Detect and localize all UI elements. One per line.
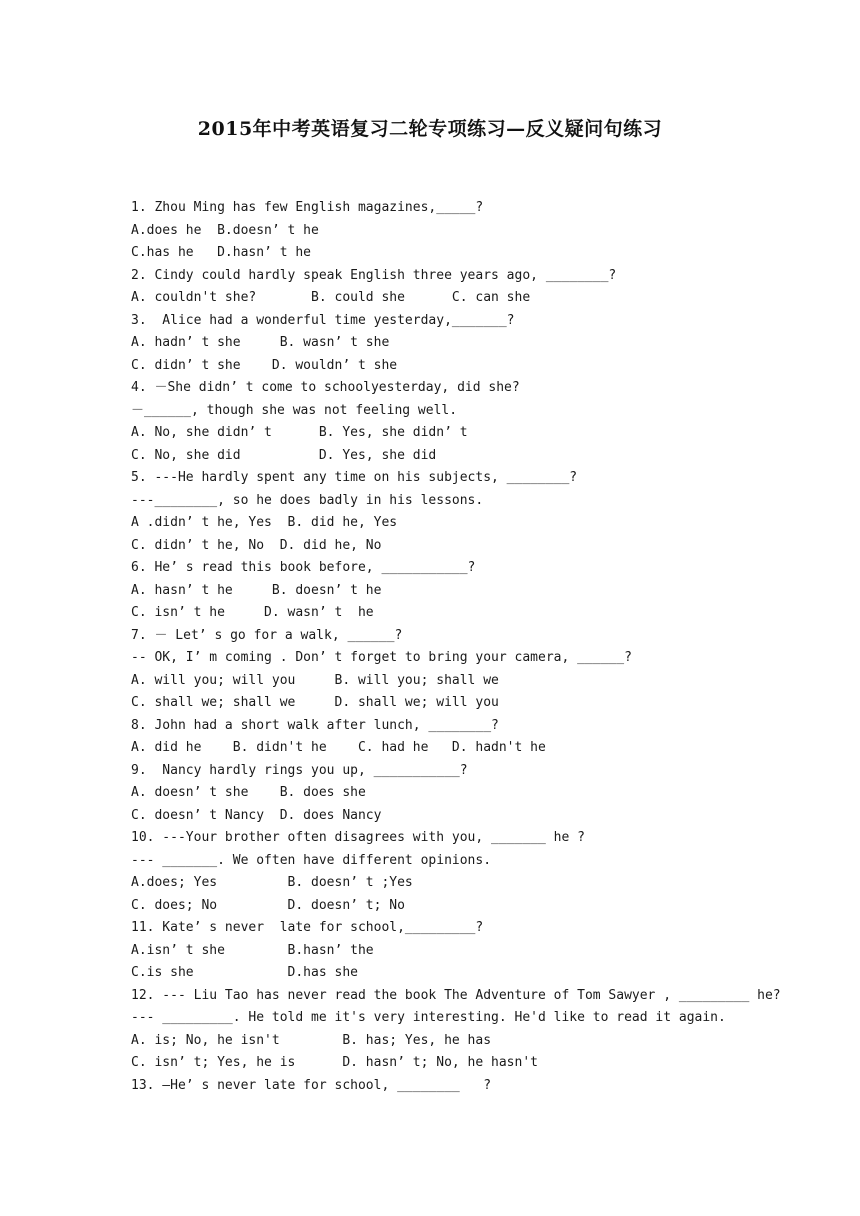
question-line: 3. Alice had a wonderful time yesterday,_______? — [131, 312, 515, 328]
question-line: 1. Zhou Ming has few English magazines,_____? — [131, 200, 484, 215]
question-line: C.has he D.hasn’ t he — [131, 245, 312, 260]
question-line: 2. Cindy could hardly speak English three years ago, ________? — [131, 267, 617, 283]
question-line: C. shall we; shall we D. shall we; will you — [131, 695, 499, 710]
question-line: C. didn’ t she D. wouldn’ t she — [131, 357, 398, 373]
question-line: A. will you; will you B. will you; shall we — [131, 672, 499, 688]
question-line: ---________, so he does badly in his lessons. — [131, 492, 484, 508]
question-line: A. did he B. didn't he C. had he D. hadn't he — [131, 740, 546, 755]
question-line: --- _______. We often have different opinions. — [131, 852, 492, 868]
question-line: 8. John had a short walk after lunch, ________? — [131, 717, 499, 733]
question-line: C. didn’ t he, No D. did he, No — [131, 537, 382, 553]
question-line: A.isn’ t she B.hasn’ the — [131, 942, 374, 958]
question-line: 10. ---Your brother often disagrees with you, _______ he ? — [131, 830, 585, 845]
question-line: 7. － Let’ s go for a walk, ______? — [131, 627, 403, 643]
question-line: A. hadn’ t she B. wasn’ t she — [131, 335, 390, 350]
question-line: A.does; Yes B. doesn’ t ;Yes — [131, 875, 413, 890]
question-line: －______, though she was not feeling well. — [131, 402, 458, 418]
question-line: A.does he B.doesn’ t he — [131, 222, 319, 238]
question-line: 13. —He’ s never late for school, ________ ? — [131, 1077, 492, 1093]
question-line: 5. ---He hardly spent any time on his subjects, ________? — [131, 470, 578, 485]
question-line: A. No, she didn’ t B. Yes, she didn’ t — [131, 425, 468, 440]
question-line: -- OK, I’ m coming . Don’ t forget to bring your camera, ______? — [131, 650, 632, 665]
question-line: 9. Nancy hardly rings you up, ___________? — [131, 762, 468, 778]
question-line: A .didn’ t he, Yes B. did he, Yes — [131, 515, 398, 530]
question-line: A. doesn’ t she B. does she — [131, 785, 366, 800]
question-line: 12. --- Liu Tao has never read the book The Adventure of Tom Sawyer , _________ he? — [131, 987, 781, 1003]
question-line: A. hasn’ t he B. doesn’ t he — [131, 582, 382, 598]
question-line: A. is; No, he isn't B. has; Yes, he has — [131, 1032, 492, 1048]
question-line: 11. Kate’ s never late for school,_________? — [131, 920, 484, 935]
question-line: C. No, she did D. Yes, she did — [131, 447, 437, 463]
question-line: C. doesn’ t Nancy D. does Nancy — [131, 807, 382, 823]
question-line: C. does; No D. doesn’ t; No — [131, 897, 405, 913]
question-line: C. isn’ t he D. wasn’ t he — [131, 605, 374, 620]
question-list — [131, 197, 831, 1097]
question-line: 4. －She didn’ t come to schoolyesterday, did she? — [131, 380, 520, 395]
question-line: 6. He’ s read this book before, ___________? — [131, 560, 476, 575]
question-line: C. isn’ t; Yes, he is D. hasn’ t; No, he hasn't — [131, 1055, 538, 1070]
question-line: --- _________. He told me it's very interesting. He'd like to read it again. — [131, 1010, 726, 1025]
document-title: 2015年中考英语复习二轮专项练习—反义疑问句练习 — [197, 118, 663, 140]
question-line: C.is she D.has she — [131, 965, 358, 980]
question-line: A. couldn't she? B. could she C. can she — [131, 290, 531, 305]
